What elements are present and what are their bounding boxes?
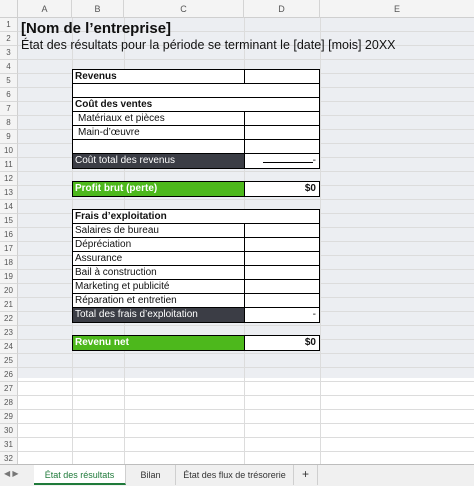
- row-header[interactable]: 6: [0, 88, 18, 102]
- blank-cell[interactable]: [245, 210, 319, 223]
- blank-row[interactable]: [73, 140, 319, 154]
- row-header[interactable]: 11: [0, 158, 18, 172]
- row-header[interactable]: 9: [0, 130, 18, 144]
- gross-profit-value[interactable]: $0: [304, 183, 316, 194]
- gross-profit-label[interactable]: Profit brut (perte): [73, 182, 245, 196]
- row-header[interactable]: 25: [0, 354, 18, 368]
- row-header[interactable]: 20: [0, 284, 18, 298]
- row-header[interactable]: 17: [0, 242, 18, 256]
- sheet-tab-bar: [0, 464, 474, 486]
- row-header[interactable]: 7: [0, 102, 18, 116]
- expense-row[interactable]: [73, 266, 319, 280]
- row-gridline: [18, 395, 474, 396]
- labor-row[interactable]: [73, 126, 319, 140]
- expense-row[interactable]: [73, 294, 319, 308]
- total-expenses-label[interactable]: Total des frais d’exploitation: [73, 308, 245, 322]
- row-header[interactable]: 22: [0, 312, 18, 326]
- total-expenses-value[interactable]: -: [312, 309, 316, 320]
- blank-cell[interactable]: [245, 84, 319, 97]
- blank-cell[interactable]: [245, 98, 319, 111]
- row-header[interactable]: 19: [0, 270, 18, 284]
- expense-value-cell[interactable]: [245, 266, 319, 279]
- expense-label[interactable]: Salaires de bureau: [73, 224, 245, 237]
- expense-row[interactable]: [73, 238, 319, 252]
- row-header[interactable]: 3: [0, 46, 18, 60]
- blank-row[interactable]: [73, 84, 319, 98]
- row-header[interactable]: 26: [0, 368, 18, 382]
- company-name-title[interactable]: [Nom de l’entreprise]: [21, 20, 172, 37]
- tab-cash-flow[interactable]: État des flux de trésorerie: [176, 465, 294, 485]
- column-header-b[interactable]: B: [72, 0, 124, 18]
- tab-income-statement[interactable]: État des résultats: [34, 465, 126, 485]
- labor-value-cell[interactable]: [245, 126, 319, 139]
- row-header[interactable]: 12: [0, 172, 18, 186]
- expense-label[interactable]: Bail à construction: [73, 266, 245, 279]
- row-header[interactable]: 29: [0, 410, 18, 424]
- expenses-header-label[interactable]: Frais d’exploitation: [75, 211, 167, 222]
- revenue-row[interactable]: [73, 70, 319, 84]
- revenue-table: [72, 69, 320, 169]
- blank-cell[interactable]: [245, 140, 319, 153]
- row-header[interactable]: 2: [0, 32, 18, 46]
- net-income-row[interactable]: [73, 336, 319, 350]
- row-header[interactable]: 10: [0, 144, 18, 158]
- net-income-value[interactable]: $0: [304, 337, 316, 348]
- gross-profit-table: [72, 181, 320, 197]
- row-gridline: [18, 353, 474, 354]
- expense-label[interactable]: Marketing et publicité: [73, 280, 245, 293]
- row-header[interactable]: 16: [0, 228, 18, 242]
- row-gridline: [18, 367, 474, 368]
- row-gridline: [18, 59, 474, 60]
- add-sheet-button[interactable]: +: [294, 465, 318, 485]
- row-gridline: [18, 423, 474, 424]
- column-header-a[interactable]: A: [18, 0, 72, 18]
- row-header[interactable]: 13: [0, 186, 18, 200]
- row-header[interactable]: 21: [0, 298, 18, 312]
- cogs-header-row[interactable]: [73, 98, 319, 112]
- net-income-table: [72, 335, 320, 351]
- column-header-e[interactable]: E: [393, 4, 400, 14]
- row-gridline: [18, 409, 474, 410]
- row-header[interactable]: 23: [0, 326, 18, 340]
- materials-label[interactable]: Matériaux et pièces: [73, 112, 245, 125]
- revenue-label[interactable]: Revenus: [73, 70, 245, 83]
- expense-value-cell[interactable]: [245, 238, 319, 251]
- row-header[interactable]: 5: [0, 74, 18, 88]
- materials-row[interactable]: [73, 112, 319, 126]
- total-cost-value[interactable]: [245, 154, 319, 168]
- column-header-c[interactable]: C: [124, 0, 244, 18]
- labor-label[interactable]: Main-d’œuvre: [73, 126, 245, 139]
- column-gridline: [320, 18, 321, 464]
- total-cost-amount: -: [312, 155, 316, 166]
- revenue-value-cell[interactable]: [245, 70, 319, 83]
- expense-row[interactable]: [73, 252, 319, 266]
- expense-row[interactable]: [73, 224, 319, 238]
- row-header[interactable]: 32: [0, 452, 18, 466]
- tab-scroll-arrows-icon[interactable]: ◀ ▶: [4, 469, 19, 478]
- row-header[interactable]: 24: [0, 340, 18, 354]
- row-header[interactable]: 27: [0, 382, 18, 396]
- expense-value-cell[interactable]: [245, 280, 319, 293]
- blank-cell[interactable]: [73, 84, 245, 97]
- expense-label[interactable]: Assurance: [73, 252, 245, 265]
- expense-label[interactable]: Dépréciation: [73, 238, 245, 251]
- row-gridline: [18, 451, 474, 452]
- expense-value-cell[interactable]: [245, 294, 319, 307]
- row-header[interactable]: 14: [0, 200, 18, 214]
- underline-rule: [263, 154, 313, 163]
- row-gridline: [18, 381, 474, 382]
- tab-balance-sheet[interactable]: Bilan: [126, 465, 176, 485]
- cogs-header-label[interactable]: Coût des ventes: [75, 99, 153, 110]
- row-header[interactable]: 30: [0, 424, 18, 438]
- total-expenses-row[interactable]: [73, 308, 319, 322]
- expense-value-cell[interactable]: [245, 252, 319, 265]
- materials-value-cell[interactable]: [245, 112, 319, 125]
- row-gridline: [18, 325, 474, 326]
- row-gridline: [18, 199, 474, 200]
- column-header-d[interactable]: D: [244, 0, 320, 18]
- row-header[interactable]: 8: [0, 116, 18, 130]
- row-header[interactable]: 18: [0, 256, 18, 270]
- expense-label[interactable]: Réparation et entretien: [73, 294, 245, 307]
- gross-profit-row[interactable]: [73, 182, 319, 196]
- row-header[interactable]: 31: [0, 438, 18, 452]
- total-cost-row[interactable]: [73, 154, 319, 168]
- expenses-table: [72, 209, 320, 323]
- total-cost-label[interactable]: Coût total des revenus: [73, 154, 245, 168]
- expense-row[interactable]: [73, 280, 319, 294]
- row-header[interactable]: 15: [0, 214, 18, 228]
- expense-value-cell[interactable]: [245, 224, 319, 237]
- blank-cell[interactable]: [73, 140, 245, 153]
- row-gridline: [18, 171, 474, 172]
- column-header-bar: [0, 0, 474, 18]
- expenses-header-row[interactable]: [73, 210, 319, 224]
- row-gridline: [18, 437, 474, 438]
- net-income-label[interactable]: Revenu net: [73, 336, 245, 350]
- row-header[interactable]: 1: [0, 18, 18, 32]
- row-header[interactable]: 28: [0, 396, 18, 410]
- select-all-corner[interactable]: [0, 0, 18, 18]
- row-header[interactable]: 4: [0, 60, 18, 74]
- statement-subtitle[interactable]: État des résultats pour la période se terminant le [date] [mois] 20XX: [21, 38, 396, 52]
